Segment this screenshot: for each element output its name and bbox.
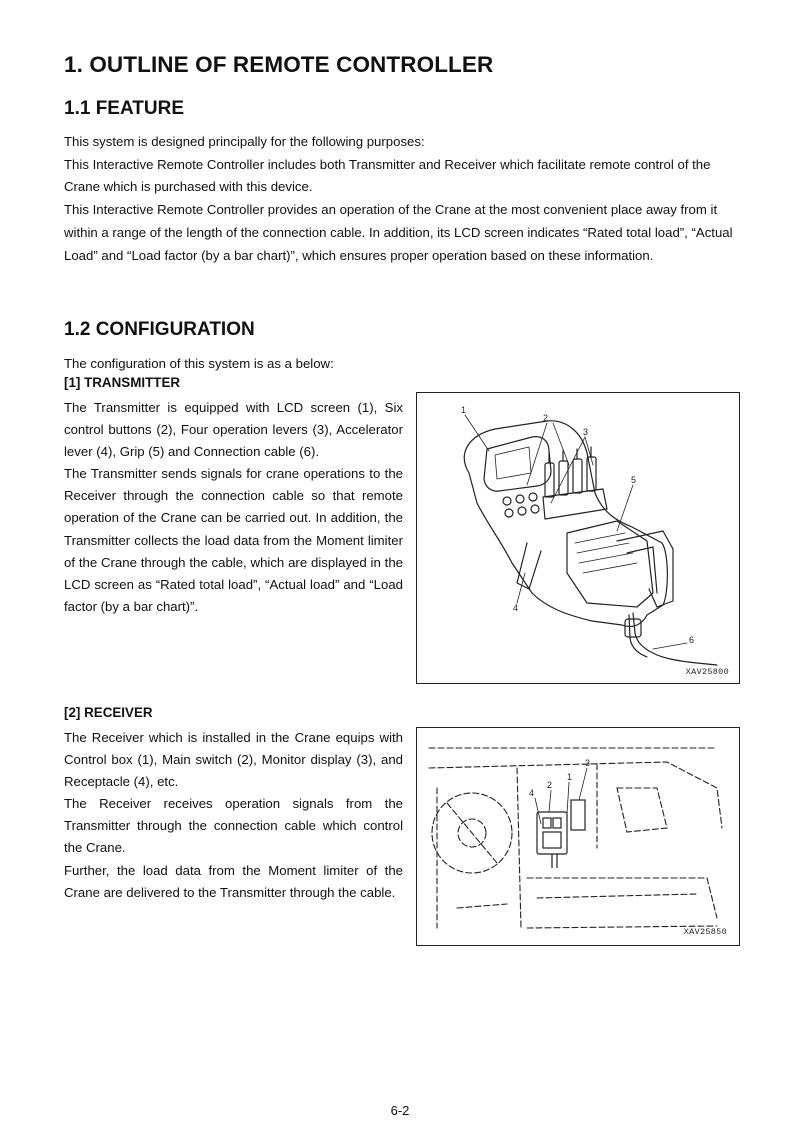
transmitter-figure [416, 392, 740, 684]
svg-text:4: 4 [529, 788, 535, 798]
feature-text: This system is designed principally for the following purposes: This Interactive Remote Controller includes both Transmitter and Receiver which facilitate remote control of the Crane which is purchased with this device. This Interactive Remote Controller provides an operation of the Crane at the most convenient place away from it within a range of the length of the connection cable. In addition, its LCD screen indicates “Rated total load”, “Actual Load” and “Load factor (by a bar chart)”, which ensures proper operation based on these information. [64, 134, 733, 263]
transmitter-description [64, 397, 403, 618]
svg-text:3: 3 [583, 427, 589, 437]
receiver-paragraph-1: The Receiver which is installed in the Crane equips with Control box (1), Main switch (2), Monitor display (3), and Receptacle (4), etc. [64, 730, 403, 790]
receiver-figure-code: XAV25850 [683, 927, 727, 937]
transmitter-heading: [1] TRANSMITTER [64, 375, 181, 390]
configuration-intro: The configuration of this system is as a below: [64, 356, 334, 371]
svg-text:3: 3 [585, 758, 591, 768]
svg-text:1: 1 [567, 772, 573, 782]
svg-text:1: 1 [461, 405, 467, 415]
page-number: 6-2 [390, 1103, 410, 1118]
transmitter-illustration [417, 393, 739, 683]
svg-text:4: 4 [513, 603, 519, 613]
configuration-heading: 1.2 CONFIGURATION [64, 319, 255, 340]
receiver-figure [416, 727, 740, 946]
feature-heading: 1.1 FEATURE [64, 98, 185, 119]
transmitter-figure-code: XAV25800 [685, 667, 729, 677]
svg-text:5: 5 [631, 475, 637, 485]
receiver-paragraph-2: The Receiver receives operation signals from the Transmitter through the connection cable which control the Crane. [64, 796, 403, 856]
receiver-description [64, 727, 403, 904]
svg-text:2: 2 [543, 413, 549, 423]
transmitter-paragraph-2: The Transmitter sends signals for crane operations to the Receiver through the connection cable so that remote operation of the Crane can be carried out. In addition, the Transmitter collects the load data from the Moment limiter of the Crane through the cable, which are displayed in the LCD screen as “Rated total load”, “Actual load” and “Load factor (by a bar chart)”. [64, 466, 403, 614]
transmitter-paragraph-1: The Transmitter is equipped with LCD screen (1), Six control buttons (2), Four operation levers (3), Accelerator lever (4), Grip (5) and Connection cable (6). [64, 400, 403, 460]
receiver-paragraph-3: Further, the load data from the Moment limiter of the Crane are delivered to the Transmitter through the cable. [64, 862, 403, 900]
svg-text:6: 6 [689, 635, 695, 645]
page-title: 1. OUTLINE OF REMOTE CONTROLLER [64, 52, 494, 77]
receiver-illustration [417, 728, 739, 945]
svg-text:2: 2 [547, 780, 553, 790]
receiver-heading: [2] RECEIVER [64, 705, 153, 720]
